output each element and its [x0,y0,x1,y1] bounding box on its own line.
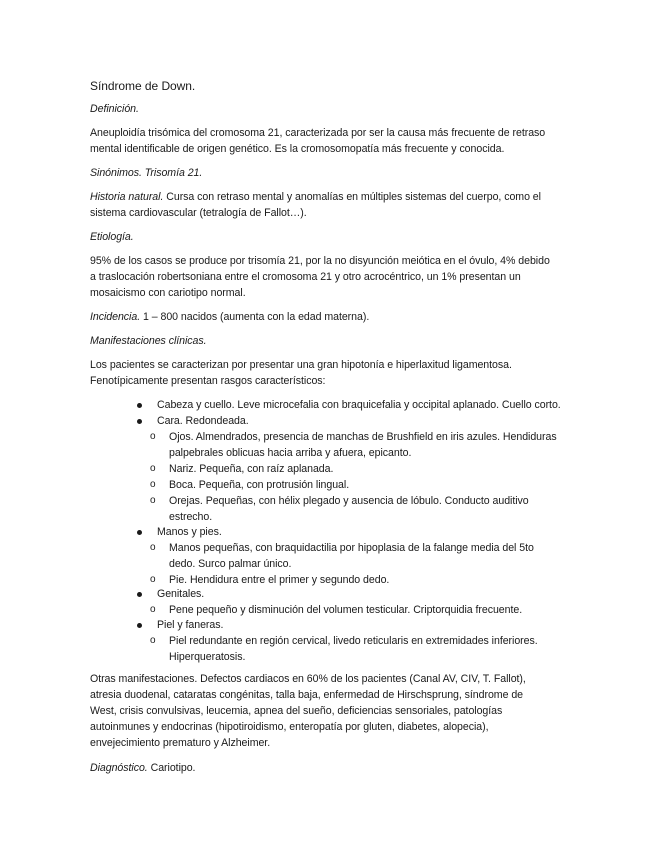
otras-line: West, crisis convulsivas, leucemia, apnea del sueño, deficiencias sensoriales, patologías [90,705,503,717]
otras-line: atresia duodenal, cataratas congénitas, talla baja, enfermedad de Hirschsprung, síndrome de [90,689,524,701]
bullet-icon [137,530,142,535]
diagnostico-line [90,760,195,776]
bullet-icon [137,419,142,424]
manifestaciones-heading: Manifestaciones clínicas. [90,335,207,347]
sub-item-line: Hiperqueratosis. [169,651,246,663]
otras-line: Otras manifestaciones. Defectos cardiacos en 60% de los pacientes (Canal AV, CIV, T. Fallot), [90,673,526,685]
definicion-line: Aneuploidía trisómica del cromosoma 21, caracterizada por ser la causa más frecuente de retraso [90,127,546,139]
incidencia-line [90,309,369,325]
circle-bullet-icon: o [150,574,156,585]
etiologia-line: mosaicismo con cariotipo normal. [90,287,246,299]
diagnostico-text: Cariotipo. [150,762,196,774]
circle-bullet-icon: o [150,463,156,474]
list-item: Genitales. [157,588,205,600]
incidencia-text: 1 – 800 nacidos (aumenta con la edad materna). [143,311,370,323]
circle-bullet-icon: o [150,431,156,442]
otras-line: envejecimiento prematuro y Alzheimer. [90,737,271,749]
historia-text: Cursa con retraso mental y anomalías en múltiples sistemas del cuerpo, como el [166,191,541,203]
circle-bullet-icon: o [150,542,156,553]
sub-item-line: Orejas. Pequeñas, con hélix plegado y ausencia de lóbulo. Conducto auditivo [169,495,529,507]
sub-item-line: Piel redundante en región cervical, livedo reticularis en extremidades inferiores. [169,635,538,647]
sub-item-line: Pene pequeño y disminución del volumen testicular. Criptorquidia frecuente. [169,604,523,616]
bullet-icon [137,623,142,628]
sinonimos-heading: Sinónimos. Trisomía 21. [90,167,203,179]
diagnostico-heading: Diagnóstico. [90,762,148,774]
incidencia-heading: Incidencia. [90,311,141,323]
circle-bullet-icon: o [150,479,156,490]
sub-item-line: Manos pequeñas, con braquidactilia por hipoplasia de la falange media del 5to [169,542,534,554]
definicion-heading: Definición. [90,103,139,115]
circle-bullet-icon: o [150,495,156,506]
etiologia-heading: Etiología. [90,231,134,243]
manifestaciones-intro: Los pacientes se caracterizan por presentar una gran hipotonía e hiperlaxitud ligamentosa. [90,359,512,371]
definicion-line: mental identificable de origen genético. Es la cromosomopatía más frecuente y conocida. [90,143,505,155]
sub-item-line: Ojos. Almendrados, presencia de manchas de Brushfield en iris azules. Hendiduras [169,431,557,443]
bullet-icon [137,592,142,597]
sub-item-line: palpebrales oblicuas hacia arriba y afuera, epicanto. [169,447,412,459]
list-item: Cabeza y cuello. Leve microcefalia con braquicefalia y occipital aplanado. Cuello corto. [157,399,561,411]
sub-item-line: Boca. Pequeña, con protrusión lingual. [169,479,350,491]
etiologia-line: a traslocación robertsoniana entre el cromosoma 21 y otro acrocéntrico, un 1% presentan un [90,271,521,283]
bullet-icon [137,403,142,408]
document-title: Síndrome de Down. [90,79,196,93]
sub-item-line: Nariz. Pequeña, con raíz aplanada. [169,463,334,475]
circle-bullet-icon: o [150,604,156,615]
sub-item-line: estrecho. [169,511,213,523]
list-item: Manos y pies. [157,526,222,538]
list-item: Cara. Redondeada. [157,415,249,427]
sub-item-line: Pie. Hendidura entre el primer y segundo dedo. [169,574,390,586]
circle-bullet-icon: o [150,635,156,646]
manifestaciones-intro: Fenotípicamente presentan rasgos característicos: [90,375,326,387]
historia-line-2: sistema cardiovascular (tetralogía de Fallot…). [90,207,307,219]
sub-item-line: dedo. Surco palmar único. [169,558,292,570]
historia-line-1 [90,189,541,205]
otras-line: autoinmunes y endocrinas (hipotiroidismo, enteropatía por gluten, diabetes, alopecia), [90,721,489,733]
etiologia-line: 95% de los casos se produce por trisomía 21, por la no disyunción meiótica en el óvulo, 4% debido [90,255,550,267]
list-item: Piel y faneras. [157,619,224,631]
historia-heading: Historia natural. [90,191,164,203]
